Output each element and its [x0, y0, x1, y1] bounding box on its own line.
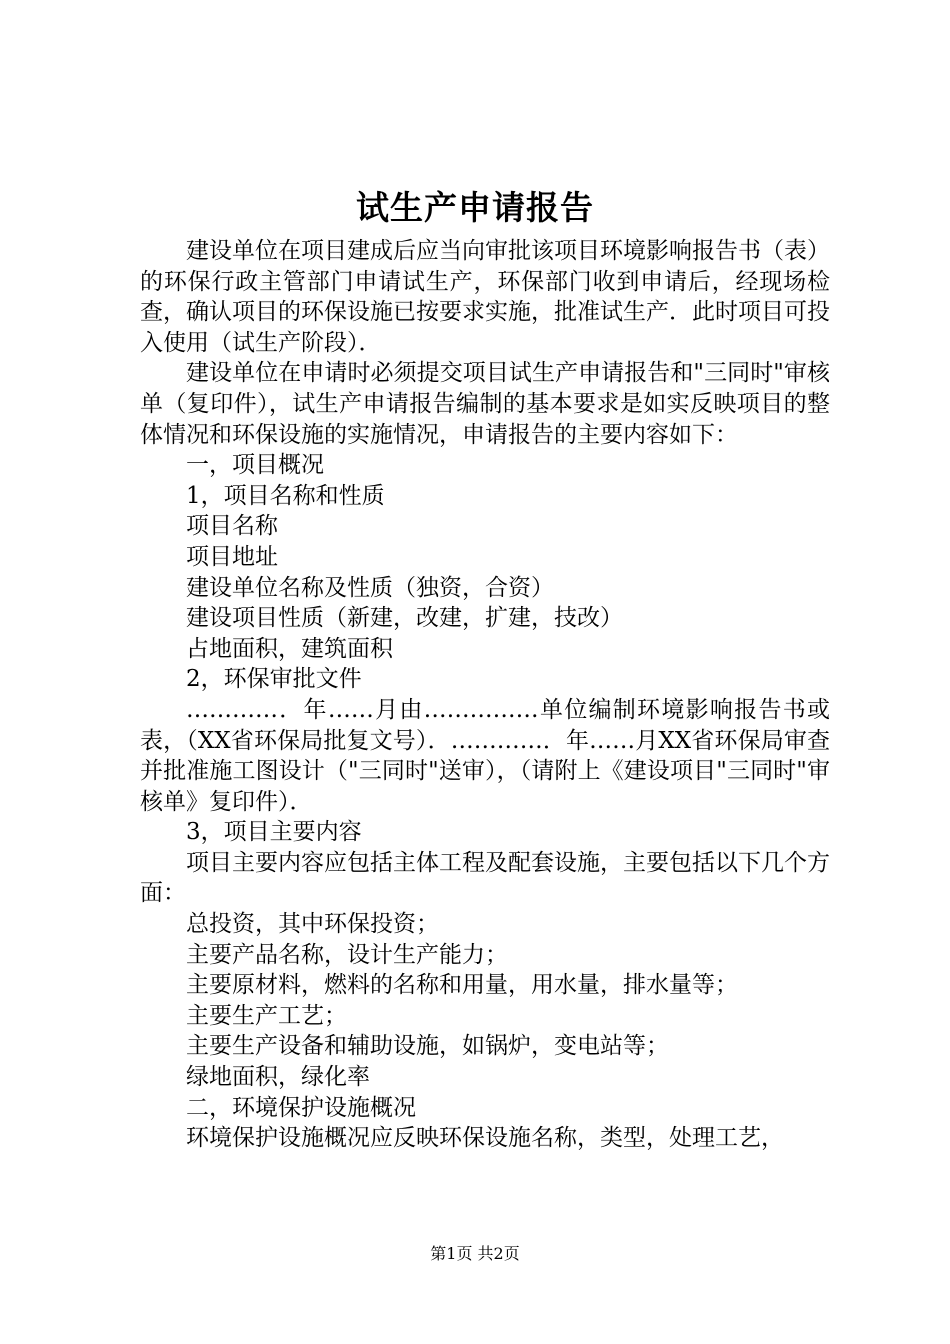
- paragraph: 建设单位在项目建成后应当向审批该项目环境影响报告书（表）的环保行政主管部门申请试生产，环保部门收到申请后，经现场检查，确认项目的环保设施已按要求实施，批准试生产．此时项目可投入使用（试生产阶段）．: [140, 238, 830, 356]
- paragraph: 建设单位在申请时必须提交项目试生产申请报告和"三同时"审核单（复印件），试生产申请报告编制的基本要求是如实反映项目的整体情况和环保设施的实施情况，申请报告的主要内容如下：: [140, 360, 830, 448]
- paragraph: …………．年……月由……………单位编制环境影响报告书或表，（XX省环保局批复文号）．…………．年……月XX省环保局审查并批准施工图设计（"三同时"送审），（请附上《建设项目"三同时"审核单》复印件）．: [140, 696, 830, 815]
- document-body: [140, 236, 830, 1154]
- document-title: 试生产申请报告: [356, 188, 594, 227]
- list-item: 建设项目性质（新建，改建，扩建，技改）: [186, 605, 623, 632]
- list-item: 主要原材料，燃料的名称和用量，用水量，排水量等；: [186, 972, 738, 999]
- list-item: 项目地址: [186, 543, 278, 570]
- section-heading: 一，项目概况: [186, 452, 324, 479]
- paragraph: 环境保护设施概况应反映环保设施名称，类型，处理工艺，: [186, 1125, 784, 1152]
- subsection-heading: 2，环保审批文件: [186, 666, 362, 693]
- page-footer: 第1页 共2页: [430, 1244, 520, 1263]
- list-item: 总投资，其中环保投资；: [186, 911, 439, 938]
- paragraph: 项目主要内容应包括主体工程及配套设施，主要包括以下几个方面：: [140, 849, 830, 907]
- list-item: 建设单位名称及性质（独资，合资）: [186, 574, 554, 601]
- list-item: 项目名称: [186, 513, 278, 540]
- list-item: 占地面积，建筑面积: [186, 635, 393, 662]
- list-item: 绿地面积，绿化率: [186, 1064, 370, 1091]
- subsection-heading: 3，项目主要内容: [186, 819, 362, 846]
- list-item: 主要生产设备和辅助设施，如锅炉，变电站等；: [186, 1033, 669, 1060]
- list-item: 主要产品名称，设计生产能力；: [186, 941, 508, 968]
- list-item: 主要生产工艺；: [186, 1002, 347, 1029]
- subsection-heading: 1，项目名称和性质: [186, 482, 385, 509]
- section-heading: 二，环境保护设施概况: [186, 1094, 416, 1121]
